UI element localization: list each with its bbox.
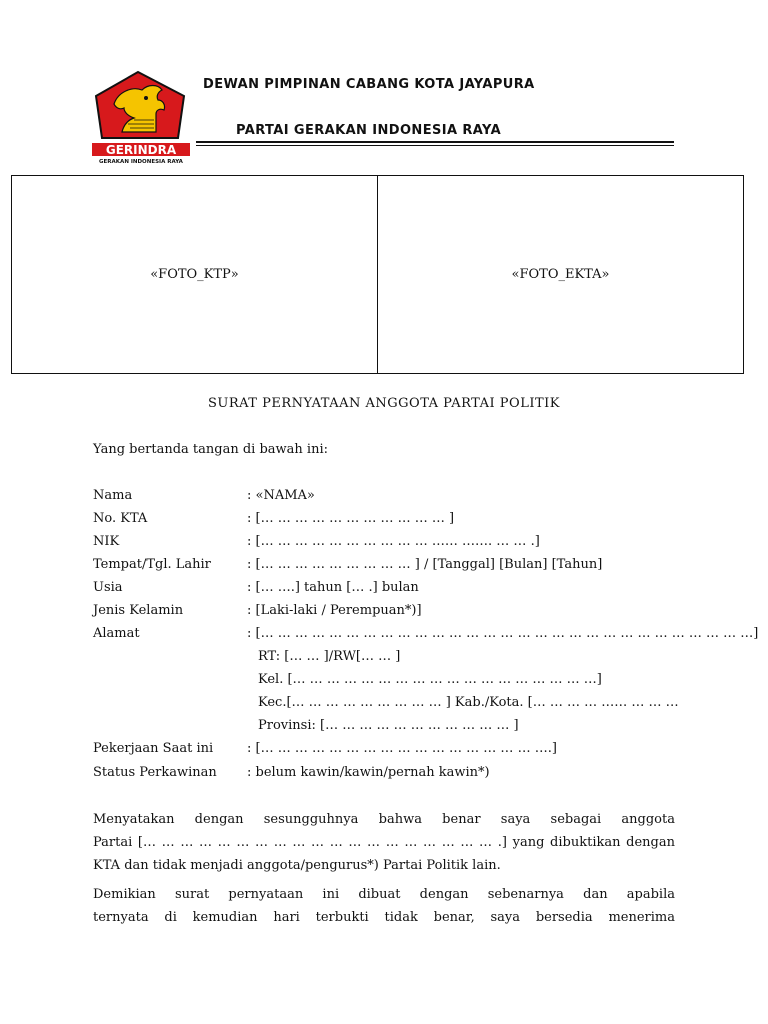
- field-value-kelamin: : [Laki-laki / Perempuan*)]: [247, 603, 422, 618]
- header-dpc: DEWAN PIMPINAN CABANG KOTA JAYAPURA: [203, 77, 535, 92]
- photo-table: [11, 175, 744, 374]
- field-label-pekerjaan: Pekerjaan Saat ini: [93, 741, 214, 756]
- header-party: PARTAI GERAKAN INDONESIA RAYA: [236, 123, 502, 138]
- field-label-kta: No. KTA: [93, 511, 148, 526]
- header-rule-thin: [196, 145, 674, 146]
- statement-line-2: Partai [… … … … … … … … … … … … … … … … … … … .] yang dibuktikan dengan: [93, 835, 675, 850]
- address-rt-rw: RT: [… … ]/RW[… … ]: [258, 649, 401, 664]
- field-label-usia: Usia: [93, 580, 123, 595]
- gerindra-logo: [88, 66, 194, 166]
- address-provinsi: Provinsi: [… … … … … … … … … … … ]: [258, 718, 519, 733]
- field-label-nik: NIK: [93, 534, 120, 549]
- svg-text:GERINDRA: GERINDRA: [105, 143, 177, 157]
- closing-line-2: ternyata di kemudian hari terbukti tidak benar, saya bersedia menerima: [93, 910, 675, 925]
- svg-text:GERAKAN INDONESIA RAYA: GERAKAN INDONESIA RAYA: [99, 159, 183, 165]
- field-value-nik: : [… … … … … … … … … … …… ……. … … .]: [247, 534, 540, 549]
- field-value-nama: : «NAMA»: [247, 488, 315, 503]
- field-value-ttl: : [… … … … … … … … … ] / [Tanggal] [Bulan] [Tahun]: [247, 557, 603, 572]
- field-label-status: Status Perkawinan: [93, 765, 217, 780]
- field-label-alamat: Alamat: [93, 626, 140, 641]
- photo-ekta-placeholder: «FOTO_EKTA»: [511, 267, 610, 282]
- closing-line-1: Demikian surat pernyataan ini dibuat dengan sebenarnya dan apabila: [93, 887, 675, 902]
- address-kelurahan: Kel. [… … … … … … … … … … … … … … … … … …]: [258, 672, 602, 687]
- field-value-usia: : [… ….] tahun [… .] bulan: [247, 580, 419, 595]
- statement-line-1: Menyatakan dengan sesungguhnya bahwa benar saya sebagai anggota: [93, 812, 675, 827]
- photo-ktp-cell: [12, 176, 377, 373]
- field-label-nama: Nama: [93, 488, 133, 503]
- statement-paragraph: [93, 808, 675, 877]
- header-rule: [196, 141, 674, 143]
- field-value-pekerjaan: : [… … … … … … … … … … … … … … … … ….]: [247, 741, 557, 756]
- field-label-kelamin: Jenis Kelamin: [93, 603, 184, 618]
- photo-ekta-cell: [377, 176, 743, 373]
- document-title: SURAT PERNYATAAN ANGGOTA PARTAI POLITIK: [207, 396, 560, 411]
- address-kecamatan-kota: Kec.[… … … … … … … … … ] Kab./Kota. [… … … … …… … … …: [258, 695, 679, 710]
- field-label-ttl: Tempat/Tgl. Lahir: [93, 557, 211, 572]
- field-value-kta: : [… … … … … … … … … … … ]: [247, 511, 455, 526]
- intro-text: Yang bertanda tangan di bawah ini:: [93, 442, 328, 457]
- photo-ktp-placeholder: «FOTO_KTP»: [150, 267, 239, 282]
- field-value-status: : belum kawin/kawin/pernah kawin*): [247, 765, 490, 780]
- statement-line-3: KTA dan tidak menjadi anggota/pengurus*) Partai Politik lain.: [93, 858, 501, 873]
- garuda-head-icon: [88, 66, 194, 166]
- closing-paragraph: [93, 883, 675, 929]
- field-value-alamat: : [… … … … … … … … … … … … … … … … … … … … … … … … … … … … …]: [247, 626, 759, 641]
